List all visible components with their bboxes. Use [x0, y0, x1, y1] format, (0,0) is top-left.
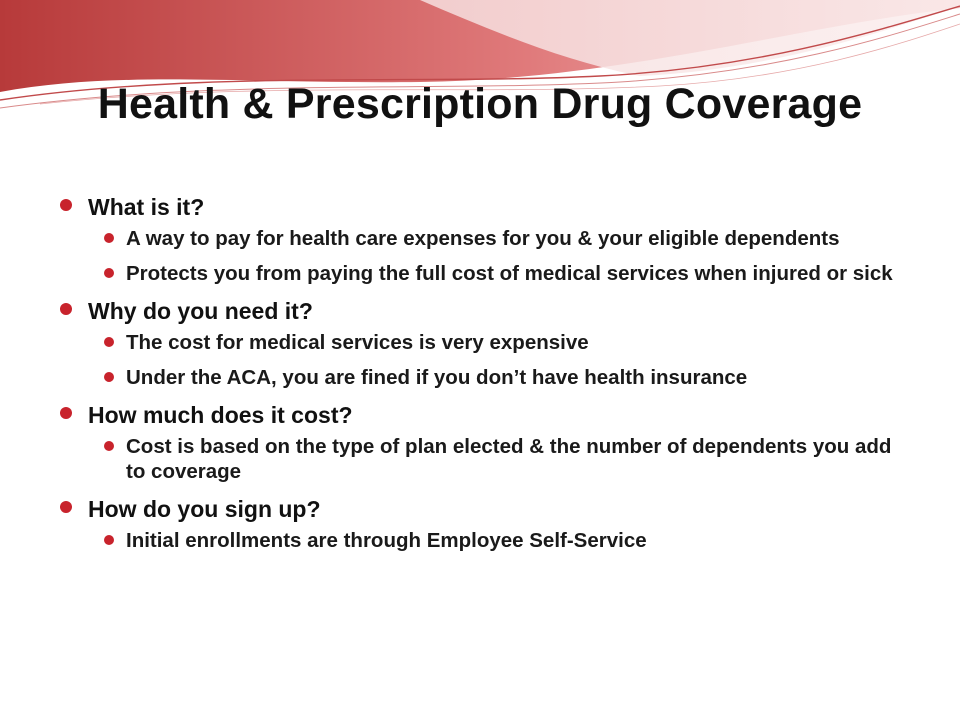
- bullet-icon: [60, 501, 72, 513]
- list-item-text: Under the ACA, you are fined if you don’t have health insurance: [126, 366, 748, 389]
- list-item-text: Protects you from paying the full cost of medical services when injured or sick: [126, 262, 893, 285]
- section-heading: Why do you need it?: [88, 298, 313, 324]
- sub-bullet-icon: [104, 372, 114, 382]
- list-item: [88, 261, 900, 286]
- list-item: [88, 365, 900, 390]
- slide-content: [60, 192, 900, 563]
- bullet-icon: [60, 303, 72, 315]
- bullet-list: [60, 192, 900, 553]
- list-item-text: The cost for medical services is very expensive: [126, 331, 589, 354]
- section-what-is-it: [60, 192, 900, 286]
- sub-bullet-icon: [104, 441, 114, 451]
- sub-bullet-list: [88, 528, 900, 553]
- list-item-text: Cost is based on the type of plan elected & the number of dependents you add to coverage: [126, 435, 892, 483]
- section-how-much-cost: [60, 400, 900, 484]
- sub-bullet-list: [88, 226, 900, 286]
- list-item: [88, 434, 900, 484]
- list-item: [88, 226, 900, 251]
- slide-title: Health & Prescription Drug Coverage: [97, 80, 863, 128]
- sub-bullet-icon: [104, 233, 114, 243]
- sub-bullet-icon: [104, 337, 114, 347]
- sub-bullet-icon: [104, 535, 114, 545]
- section-heading: How much does it cost?: [88, 402, 353, 428]
- section-heading: How do you sign up?: [88, 496, 321, 522]
- sub-bullet-icon: [104, 268, 114, 278]
- list-item: [88, 528, 900, 553]
- list-item-text: Initial enrollments are through Employee Self-Service: [126, 529, 647, 552]
- section-heading: What is it?: [88, 194, 205, 220]
- list-item: [88, 330, 900, 355]
- list-item-text: A way to pay for health care expenses for you & your eligible dependents: [126, 227, 840, 250]
- bullet-icon: [60, 407, 72, 419]
- sub-bullet-list: [88, 330, 900, 390]
- section-why-need-it: [60, 296, 900, 390]
- sub-bullet-list: [88, 434, 900, 484]
- bullet-icon: [60, 199, 72, 211]
- section-how-sign-up: [60, 494, 900, 553]
